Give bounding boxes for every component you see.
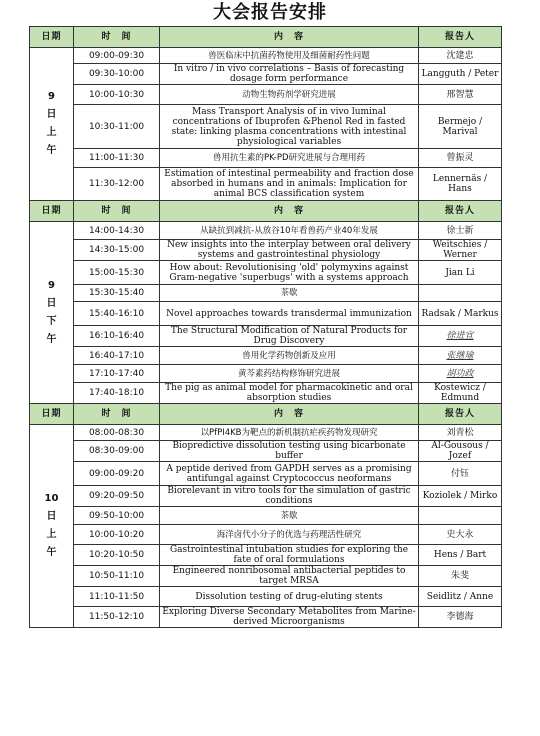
content-cell: Engineered nonribosomal antibacterial peptides to target MRSA	[160, 566, 419, 587]
day-label-part: 午	[46, 547, 57, 558]
header-reporter: 报告人	[419, 201, 502, 222]
header-content: 内 容	[160, 27, 419, 48]
time-cell: 15:40-16:10	[74, 302, 160, 326]
time-cell: 10:50-11:10	[74, 566, 160, 587]
content-cell: 从缺抗到减抗-从放谷10年看兽药产业40年发展	[160, 222, 419, 240]
table-row	[30, 85, 502, 105]
table-row	[30, 525, 502, 545]
header-reporter: 报告人	[419, 27, 502, 48]
header-content: 内 容	[160, 404, 419, 425]
content-cell: Gastrointestinal intubation studies for exploring the fate of oral formulations	[160, 545, 419, 566]
day-label-part: 日	[46, 297, 57, 309]
session-header-row	[30, 201, 502, 222]
session-header-row	[30, 27, 502, 48]
reporter-cell: 张继瑜	[419, 347, 502, 365]
header-date: 日期	[30, 201, 74, 222]
content-cell: 兽用化学药物创新及应用	[160, 347, 419, 365]
table-row	[30, 587, 502, 607]
session-day-label	[30, 222, 74, 404]
reporter-cell: 朱斐	[419, 566, 502, 587]
table-row	[30, 302, 502, 326]
table-row	[30, 347, 502, 365]
day-label-part: 10	[44, 493, 59, 504]
table-row	[30, 486, 502, 507]
table-row	[30, 545, 502, 566]
session-header-row	[30, 404, 502, 425]
reporter-cell: 邢智慧	[419, 85, 502, 105]
table-row	[30, 285, 502, 302]
header-date: 日期	[30, 404, 74, 425]
content-cell: How about: Revolutionising 'old' polymyxins against Gram-negative 'superbugs' with a systems approach	[160, 261, 419, 285]
day-label-part: 午	[46, 333, 57, 345]
time-cell: 09:00-09:30	[74, 48, 160, 64]
content-cell: Mass Transport Analysis of in vivo luminal concentrations of Ibuprofen &Phenol Red in fasted state: linking plasma concentrations with intestinal physiological variables	[160, 105, 419, 149]
header-date: 日期	[30, 27, 74, 48]
reporter-cell: Koziolek / Mirko	[419, 486, 502, 507]
header-content: 内 容	[160, 201, 419, 222]
reporter-cell: Seidlitz / Anne	[419, 587, 502, 607]
reporter-cell: Langguth / Peter	[419, 64, 502, 85]
time-cell: 10:30-11:00	[74, 105, 160, 149]
content-cell: 茶歇	[160, 507, 419, 525]
day-label-part: 下	[46, 315, 57, 327]
content-cell: Estimation of intestinal permeability and fraction dose absorbed in humans and in animals: Implication for animal BCS classification system	[160, 168, 419, 201]
reporter-cell: Al-Gousous / Jozef	[419, 441, 502, 462]
time-cell: 08:30-09:00	[74, 441, 160, 462]
reporter-cell: Bermejo / Marival	[419, 105, 502, 149]
reporter-cell: Lennernäs / Hans	[419, 168, 502, 201]
content-cell: 兽用抗生素的PK-PD研究进展与合理用药	[160, 149, 419, 168]
header-time: 时 间	[74, 404, 160, 425]
time-cell: 10:00-10:30	[74, 85, 160, 105]
time-cell: 15:30-15:40	[74, 285, 160, 302]
time-cell: 17:10-17:40	[74, 365, 160, 383]
reporter-cell: 史大永	[419, 525, 502, 545]
reporter-cell: Hens / Bart	[419, 545, 502, 566]
time-cell: 14:00-14:30	[74, 222, 160, 240]
table-row	[30, 462, 502, 486]
day-label-part: 9	[48, 279, 55, 291]
time-cell: 09:00-09:20	[74, 462, 160, 486]
table-row	[30, 149, 502, 168]
reporter-cell: 徐士新	[419, 222, 502, 240]
table-row	[30, 261, 502, 285]
table-row	[30, 240, 502, 261]
header-reporter: 报告人	[419, 404, 502, 425]
content-cell: 动物生物药剂学研究进展	[160, 85, 419, 105]
reporter-cell: Jian Li	[419, 261, 502, 285]
reporter-cell: 沈建忠	[419, 48, 502, 64]
time-cell: 11:10-11:50	[74, 587, 160, 607]
day-label-part: 日	[46, 109, 57, 120]
reporter-cell	[419, 507, 502, 525]
reporter-cell: Radsak / Markus	[419, 302, 502, 326]
reporter-cell: 徐进宜	[419, 326, 502, 347]
content-cell: 茶歇	[160, 285, 419, 302]
content-cell: The pig as animal model for pharmacokinetic and oral absorption studies	[160, 383, 419, 404]
content-cell: Biorelevant in vitro tools for the simulation of gastric conditions	[160, 486, 419, 507]
table-row	[30, 48, 502, 64]
time-cell: 09:30-10:00	[74, 64, 160, 85]
reporter-cell: Kostewicz / Edmund	[419, 383, 502, 404]
content-cell: 以PfPI4KB为靶点的新机制抗疟疾药物发现研究	[160, 425, 419, 441]
reporter-cell: Weitschies / Werner	[419, 240, 502, 261]
content-cell: New insights into the interplay between oral delivery systems and gastrointestinal physiology	[160, 240, 419, 261]
time-cell: 16:10-16:40	[74, 326, 160, 347]
time-cell: 11:30-12:00	[74, 168, 160, 201]
table-row	[30, 168, 502, 201]
session-day-label	[30, 425, 74, 628]
time-cell: 14:30-15:00	[74, 240, 160, 261]
day-label-part: 上	[46, 127, 57, 138]
time-cell: 09:20-09:50	[74, 486, 160, 507]
table-row	[30, 64, 502, 85]
content-cell: Exploring Diverse Secondary Metabolites from Marine-derived Microorganisms	[160, 607, 419, 628]
page-title: 大会报告安排	[213, 2, 327, 23]
content-cell: 黄芩素药结构修饰研究进展	[160, 365, 419, 383]
day-label-part: 日	[46, 511, 57, 522]
day-label-part: 午	[46, 145, 57, 156]
content-cell: 兽医临床中抗菌药物使用及细菌耐药性问题	[160, 48, 419, 64]
header-time: 时 间	[74, 27, 160, 48]
session-day-label	[30, 48, 74, 201]
content-cell: Dissolution testing of drug-eluting stents	[160, 587, 419, 607]
table-row	[30, 566, 502, 587]
time-cell: 10:00-10:20	[74, 525, 160, 545]
table-row	[30, 507, 502, 525]
time-cell: 17:40-18:10	[74, 383, 160, 404]
content-cell: Novel approaches towards transdermal immunization	[160, 302, 419, 326]
content-cell: 海洋卤代小分子的优选与药理活性研究	[160, 525, 419, 545]
table-row	[30, 383, 502, 404]
time-cell: 16:40-17:10	[74, 347, 160, 365]
header-time: 时 间	[74, 201, 160, 222]
time-cell: 11:00-11:30	[74, 149, 160, 168]
reporter-cell: 胡功政	[419, 365, 502, 383]
reporter-cell: 付钰	[419, 462, 502, 486]
day-label-part: 9	[48, 91, 55, 102]
reporter-cell: 刘青松	[419, 425, 502, 441]
reporter-cell: 曾振灵	[419, 149, 502, 168]
table-row	[30, 425, 502, 441]
time-cell: 11:50-12:10	[74, 607, 160, 628]
table-row	[30, 326, 502, 347]
table-row	[30, 365, 502, 383]
time-cell: 08:00-08:30	[74, 425, 160, 441]
table-row	[30, 105, 502, 149]
time-cell: 15:00-15:30	[74, 261, 160, 285]
content-cell: A peptide derived from GAPDH serves as a promising antifungal against Cryptococcus neoformans	[160, 462, 419, 486]
day-label-part: 上	[46, 529, 57, 540]
reporter-cell: 李德海	[419, 607, 502, 628]
content-cell: Biopredictive dissolution testing using bicarbonate buffer	[160, 441, 419, 462]
reporter-cell	[419, 285, 502, 302]
time-cell: 10:20-10:50	[74, 545, 160, 566]
schedule-table	[29, 26, 502, 628]
table-row	[30, 607, 502, 628]
content-cell: In vitro / in vivo correlations – Basis of forecasting dosage form performance	[160, 64, 419, 85]
content-cell: The Structural Modification of Natural Products for Drug Discovery	[160, 326, 419, 347]
table-row	[30, 222, 502, 240]
time-cell: 09:50-10:00	[74, 507, 160, 525]
table-row	[30, 441, 502, 462]
